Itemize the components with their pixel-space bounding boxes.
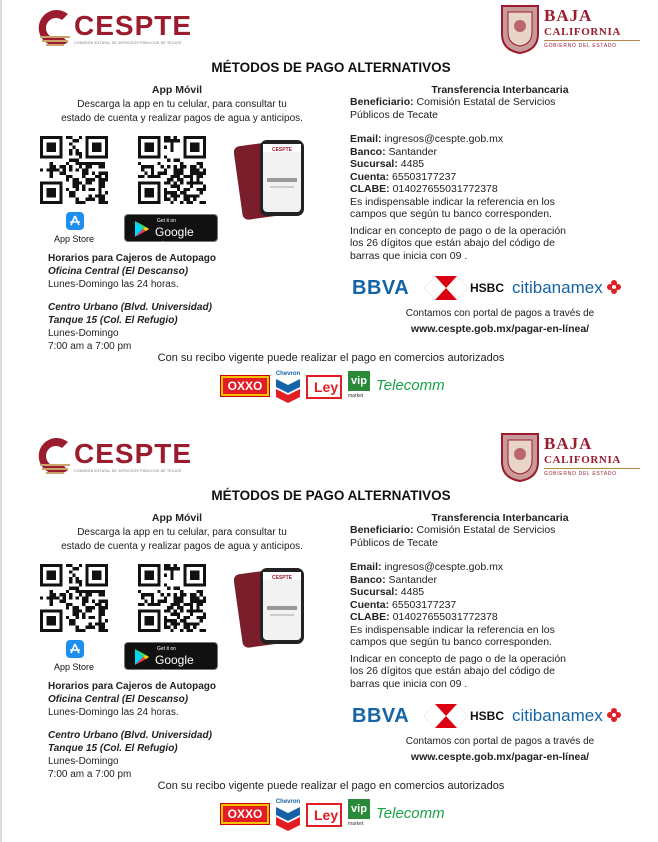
cespte-wordmark: CESPTE: [74, 10, 193, 41]
store-logos: [220, 369, 480, 403]
qr-code-google-play[interactable]: [138, 136, 206, 204]
portal-link[interactable]: www.cespte.gob.mx/pagar-en-línea/: [410, 751, 590, 763]
portal-text: Contamos con portal de pagos a través de: [405, 308, 595, 319]
cespte-logo: [32, 434, 192, 480]
telecomm-logo: Telecomm: [376, 377, 445, 394]
google-play-icon: [133, 648, 151, 666]
app-store-icon: [66, 212, 84, 230]
transfer-details: Beneficiario: Comisión Estatal de Servicios Públicos de Tecate Email: ingresos@cespte.gob.mx Banco: Santander Sucursal: 4485 Cuenta: 65503177237 CLABE: 014027655031772378 Es indispensable indicar la referencia en los campos que según tu banco corresponden. Indicar en concepto de pago o de la operación los 26 dígitos que están abajo del código de barras que inicia con 09 .: [350, 96, 566, 262]
google-play-name: Google play: [155, 225, 194, 253]
hsbc-logo: HSBC: [470, 709, 505, 723]
app-store-badge[interactable]: [42, 210, 106, 246]
baja-title: BAJA: [544, 434, 593, 453]
divider: [544, 40, 640, 41]
vip-market-logo: vip market: [348, 371, 370, 401]
kiosk-hours: Horarios para Cajeros de Autopago Oficina Central (El Descanso) Lunes-Domingo las 24 horas. Centro Urbano (Blvd. Universidad) Tanque 15 (Col. El Refugio) Lunes-Domingo 7:00 am a 7:00 pm: [48, 681, 216, 780]
oxxo-logo: OXXO: [220, 803, 270, 825]
qr-code-google-play[interactable]: [138, 564, 206, 632]
payment-flyer: [2, 0, 658, 421]
google-play-badge[interactable]: [124, 214, 218, 253]
google-play-icon: [133, 220, 151, 238]
app-store-label: App Store: [53, 662, 95, 672]
transfer-details: Beneficiario: Comisión Estatal de Servicios Públicos de Tecate Email: ingresos@cespte.gob.mx Banco: Santander Sucursal: 4485 Cuenta: 65503177237 CLABE: 014027655031772378 Es indispensable indicar la referencia en los campos que según tu banco corresponden. Indicar en concepto de pago o de la operación los 26 dígitos que están abajo del código de barras que inicia con 09 .: [350, 524, 566, 690]
oxxo-logo: OXXO: [220, 375, 270, 397]
bbva-logo: BBVA: [352, 277, 410, 299]
ley-logo: Ley: [306, 803, 342, 827]
app-store-icon: [66, 640, 84, 658]
bank-logos: [352, 704, 642, 728]
cespte-wordmark: CESPTE: [74, 438, 193, 469]
cespte-subtitle: COMISIÓN ESTATAL DE SERVICIOS PÚBLICOS DE TECATE: [74, 469, 182, 473]
page-title: MÉTODOS DE PAGO ALTERNATIVOS: [211, 60, 451, 75]
portal-text: Contamos con portal de pagos a través de: [405, 736, 595, 747]
baja-crest-icon: [500, 432, 540, 482]
bbva-logo: BBVA: [352, 705, 410, 727]
store-logos: [220, 797, 480, 831]
kiosk-hours: Horarios para Cajeros de Autopago Oficina Central (El Descanso) Lunes-Domingo las 24 horas. Centro Urbano (Blvd. Universidad) Tanque 15 (Col. El Refugio) Lunes-Domingo 7:00 am a 7:00 pm: [48, 253, 216, 352]
svg-text:Chevron: Chevron: [275, 799, 301, 805]
transfer-heading: Transferencia Interbancaria: [431, 84, 569, 96]
stores-text: Con su recibo vigente puede realizar el pago en comercios autorizados: [157, 352, 505, 364]
portal-link[interactable]: www.cespte.gob.mx/pagar-en-línea/: [410, 323, 590, 335]
app-heading: App Móvil: [151, 512, 203, 524]
banamex-flower-icon: [607, 280, 621, 294]
divider: [544, 468, 640, 469]
app-description: Descarga la app en tu celular, para consultar tu estado de cuenta y realizar pagos de agua y anticipos.: [61, 99, 303, 124]
svg-text:Chevron: Chevron: [275, 371, 301, 377]
qr-code-app-store[interactable]: [40, 564, 108, 632]
hsbc-hexagon-icon: [424, 704, 468, 728]
app-description: Descarga la app en tu celular, para consultar tu estado de cuenta y realizar pagos de agua y anticipos.: [61, 527, 303, 552]
app-store-badge[interactable]: [42, 638, 106, 674]
vip-market-logo: vip market: [348, 799, 370, 829]
california-title: CALIFORNIA: [544, 26, 621, 38]
phone-app-image: [234, 566, 310, 648]
qr-code-app-store[interactable]: [40, 136, 108, 204]
google-play-get: Get it on: [157, 218, 176, 224]
california-title: CALIFORNIA: [544, 454, 621, 466]
ley-logo: Ley: [306, 375, 342, 399]
gov-subtitle: GOBIERNO DEL ESTADO: [544, 43, 617, 49]
bank-logos: [352, 276, 642, 300]
cespte-drop-icon: [32, 434, 76, 478]
email-value[interactable]: ingresos@cespte.gob.mx: [384, 561, 504, 573]
stores-text: Con su recibo vigente puede realizar el pago en comercios autorizados: [157, 780, 505, 792]
baja-california-logo: [500, 432, 650, 484]
payment-flyer: [2, 428, 658, 842]
phone-app-image: [234, 138, 310, 220]
baja-title: BAJA: [544, 6, 593, 25]
baja-crest-icon: [500, 4, 540, 54]
email-value[interactable]: ingresos@cespte.gob.mx: [384, 133, 504, 145]
chevron-logo: [274, 369, 302, 403]
hsbc-logo: HSBC: [470, 281, 505, 295]
transfer-heading: Transferencia Interbancaria: [431, 512, 569, 524]
banamex-flower-icon: [607, 708, 621, 722]
google-play-name: Google play: [155, 653, 194, 681]
cespte-drop-icon: [32, 6, 76, 50]
app-store-label: App Store: [53, 234, 95, 244]
svg-text:CESPTE: CESPTE: [271, 147, 293, 153]
citibanamex-logo: citibanamex: [512, 706, 621, 726]
hsbc-hexagon-icon: [424, 276, 468, 300]
baja-california-logo: [500, 4, 650, 56]
app-heading: App Móvil: [151, 84, 203, 96]
citibanamex-logo: citibanamex: [512, 278, 621, 298]
gov-subtitle: GOBIERNO DEL ESTADO: [544, 471, 617, 477]
cespte-logo: [32, 6, 192, 52]
google-play-badge[interactable]: [124, 642, 218, 681]
chevron-logo: [274, 797, 302, 831]
svg-text:CESPTE: CESPTE: [271, 575, 293, 581]
page-title: MÉTODOS DE PAGO ALTERNATIVOS: [211, 488, 451, 503]
cespte-subtitle: COMISIÓN ESTATAL DE SERVICIOS PÚBLICOS DE TECATE: [74, 41, 182, 45]
google-play-get: Get it on: [157, 646, 176, 652]
telecomm-logo: Telecomm: [376, 805, 445, 822]
